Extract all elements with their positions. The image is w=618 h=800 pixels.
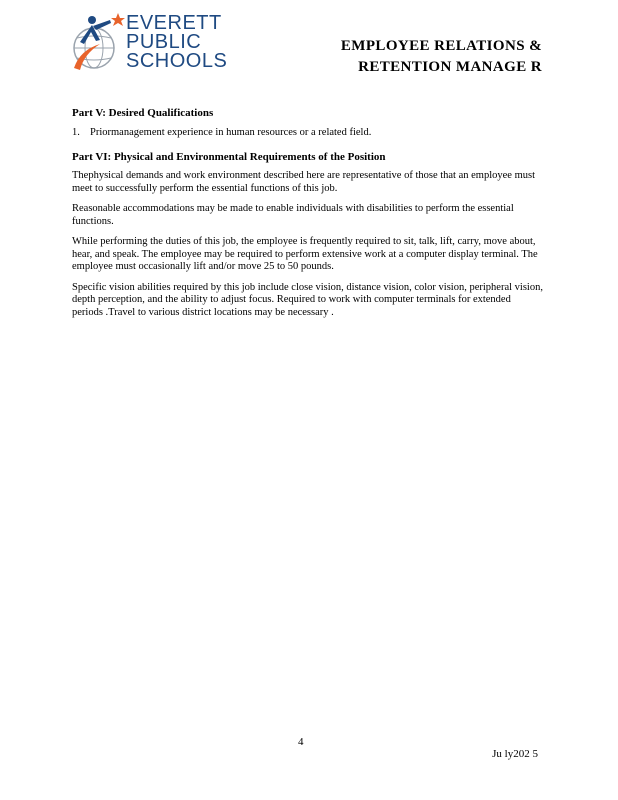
paragraph-accommodations: Reasonable accommodations may be made to enable individuals with disabilities to perform the essential functions. xyxy=(72,203,514,227)
logo-line-1: EVERETT xyxy=(126,12,222,34)
paragraph-vision: Specific vision abilities required by this job include close vision, distance vision, color vision, peripheral vision, depth perception, and the ability to adjust focus. Required to work with computer terminals for extended periods .Travel to various district locations may be necessary . xyxy=(72,281,543,318)
list-item-number: 1. xyxy=(72,127,80,138)
section-heading-part-v: Part V: Desired Qualifications xyxy=(72,107,214,119)
section-heading-part-vi: Part VI: Physical and Environmental Requirements of the Position xyxy=(72,151,386,163)
logo-emblem-icon xyxy=(70,10,130,78)
list-item-text: Priormanagement experience in human resources or a related field. xyxy=(90,127,372,138)
page-number: 4 xyxy=(298,736,304,748)
everett-public-schools-logo xyxy=(70,10,238,78)
logo-line-3: SCHOOLS xyxy=(126,50,228,72)
title-line-1: EMPLOYEE RELATIONS & xyxy=(340,38,542,54)
document-title xyxy=(341,36,542,78)
document-body xyxy=(72,106,544,327)
paragraph-duties: While performing the duties of this job, the employee is frequently required to sit, talk, lift, carry, move about, hear, and speak. The employee may be required to perform extensive work at a computer display terminal. The employee must occasionally lift and/or move 25 to 50 pounds. xyxy=(72,236,538,272)
title-line-2: RETENTION MANAGE R xyxy=(358,59,542,75)
logo-wordmark xyxy=(126,14,227,71)
qualification-list-item xyxy=(72,126,544,139)
footer-date: Ju ly202 5 xyxy=(492,748,538,760)
logo-line-2: PUBLIC xyxy=(126,31,202,53)
paragraph-physical-demands: Thephysical demands and work environment described here are representative of those that an employee must meet to successfully perform the essential functions of this job. xyxy=(72,170,535,194)
